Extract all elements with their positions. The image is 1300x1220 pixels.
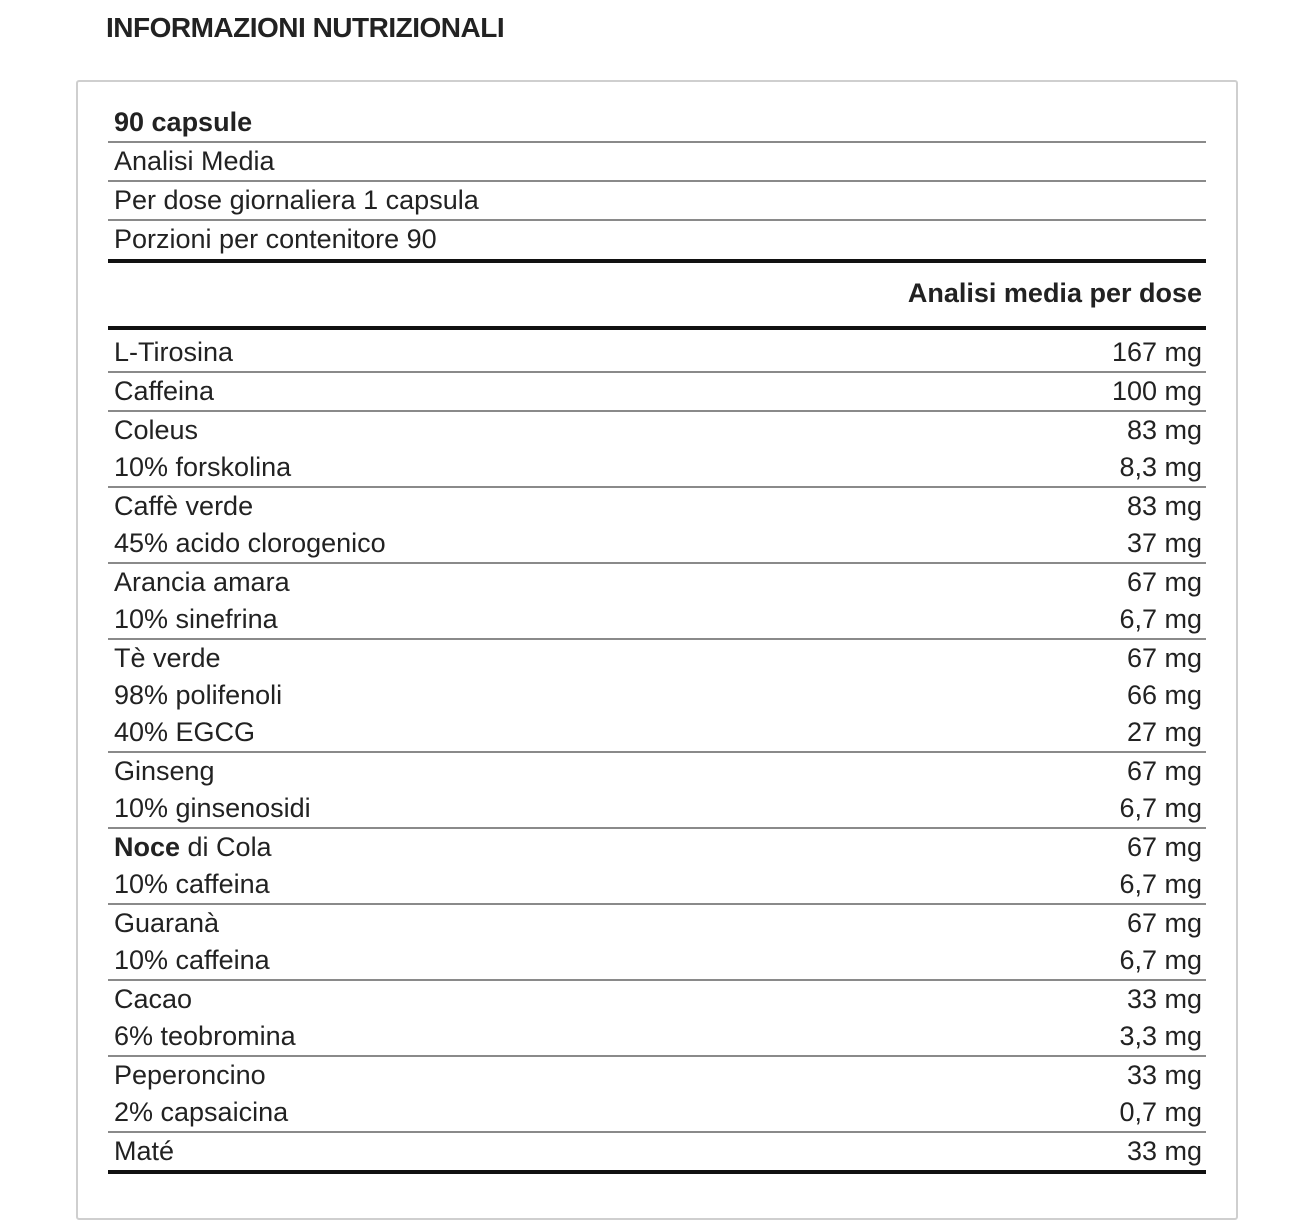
table-row xyxy=(108,1057,1206,1094)
ingredient-name: 2% capsaicina xyxy=(114,1097,289,1127)
ingredient-value: 6,7 mg xyxy=(1119,945,1202,975)
table-row xyxy=(108,714,1206,751)
ingredient-group xyxy=(108,564,1206,640)
table-row xyxy=(108,449,1206,486)
ingredient-name: 10% caffeina xyxy=(114,945,270,975)
ingredient-group xyxy=(108,829,1206,905)
meta-text: Per dose giornaliera 1 capsula xyxy=(114,185,479,215)
ingredient-name-bold: Noce xyxy=(114,832,181,862)
table-row xyxy=(108,905,1206,942)
nutrition-table xyxy=(108,104,1206,1174)
ingredient-value: 0,7 mg xyxy=(1119,1097,1202,1127)
ingredient-value: 100 mg xyxy=(1111,376,1202,406)
ingredient-value: 37 mg xyxy=(1126,528,1202,558)
table-row xyxy=(108,373,1206,410)
ingredient-value: 83 mg xyxy=(1126,491,1202,521)
ingredient-value: 66 mg xyxy=(1126,680,1202,710)
table-row xyxy=(108,601,1206,638)
ingredient-name: Coleus xyxy=(114,415,199,445)
ingredient-value: 3,3 mg xyxy=(1119,1021,1202,1051)
ingredient-name: Maté xyxy=(114,1136,175,1166)
table-row xyxy=(108,488,1206,525)
ingredient-value: 27 mg xyxy=(1126,717,1202,747)
ingredient-group xyxy=(108,412,1206,488)
ingredient-value: 33 mg xyxy=(1126,1060,1202,1090)
table-row xyxy=(108,334,1206,371)
ingredient-name-rest: di Cola xyxy=(180,832,272,862)
meta-text: 90 capsule xyxy=(114,107,253,137)
ingredient-name: 10% sinefrina xyxy=(114,604,278,634)
ingredient-value: 6,7 mg xyxy=(1119,604,1202,634)
meta-text: Analisi Media xyxy=(114,146,275,176)
ingredient-name: Tè verde xyxy=(114,643,221,673)
ingredient-name: Cacao xyxy=(114,984,193,1014)
ingredient-name: L-Tirosina xyxy=(114,337,234,367)
ingredient-value: 83 mg xyxy=(1126,415,1202,445)
ingredient-group xyxy=(108,488,1206,564)
table-row xyxy=(108,753,1206,790)
ingredient-value: 67 mg xyxy=(1126,643,1202,673)
table-row xyxy=(108,981,1206,1018)
ingredient-name: Arancia amara xyxy=(114,567,290,597)
meta-row xyxy=(108,104,1206,143)
table-row xyxy=(108,829,1206,866)
table-row xyxy=(108,564,1206,601)
meta-row xyxy=(108,221,1206,263)
ingredient-name: Caffè verde xyxy=(114,491,254,521)
ingredient-list xyxy=(108,334,1206,1174)
ingredient-value: 167 mg xyxy=(1111,337,1202,367)
ingredient-value: 67 mg xyxy=(1126,567,1202,597)
meta-row xyxy=(108,182,1206,221)
ingredient-value: 6,7 mg xyxy=(1119,869,1202,899)
ingredient-value: 67 mg xyxy=(1126,832,1202,862)
table-row xyxy=(108,942,1206,979)
ingredient-value: 33 mg xyxy=(1126,1136,1202,1166)
table-row xyxy=(108,1133,1206,1170)
table-row xyxy=(108,1018,1206,1055)
ingredient-name: 10% ginsenosidi xyxy=(114,793,311,823)
ingredient-group xyxy=(108,373,1206,412)
table-row xyxy=(108,412,1206,449)
table-row xyxy=(108,640,1206,677)
ingredient-name: 45% acido clorogenico xyxy=(114,528,386,558)
ingredient-name: Guaranà xyxy=(114,908,220,938)
ingredient-name xyxy=(114,829,272,866)
ingredient-value: 67 mg xyxy=(1126,756,1202,786)
ingredient-group xyxy=(108,640,1206,753)
table-row xyxy=(108,1094,1206,1131)
ingredient-group xyxy=(108,905,1206,981)
ingredient-name: 98% polifenoli xyxy=(114,680,283,710)
ingredient-group xyxy=(108,981,1206,1057)
meta-text: Porzioni per contenitore 90 xyxy=(114,224,437,254)
ingredient-name: Peperoncino xyxy=(114,1060,266,1090)
table-row xyxy=(108,677,1206,714)
meta-row xyxy=(108,143,1206,182)
ingredient-name: 10% forskolina xyxy=(114,452,292,482)
column-header: Analisi media per dose xyxy=(108,271,1206,330)
ingredient-group xyxy=(108,753,1206,829)
ingredient-group xyxy=(108,334,1206,373)
table-row xyxy=(108,866,1206,903)
table-row xyxy=(108,790,1206,827)
ingredient-value: 6,7 mg xyxy=(1119,793,1202,823)
section-title: INFORMAZIONI NUTRIZIONALI xyxy=(106,12,505,43)
ingredient-name: 6% teobromina xyxy=(114,1021,296,1051)
ingredient-name: 10% caffeina xyxy=(114,869,270,899)
ingredient-group xyxy=(108,1057,1206,1133)
ingredient-name: Caffeina xyxy=(114,376,215,406)
ingredient-group xyxy=(108,1133,1206,1174)
ingredient-value: 8,3 mg xyxy=(1119,452,1202,482)
table-row xyxy=(108,525,1206,562)
ingredient-value: 33 mg xyxy=(1126,984,1202,1014)
ingredient-name: 40% EGCG xyxy=(114,717,256,747)
ingredient-name: Ginseng xyxy=(114,756,215,786)
ingredient-value: 67 mg xyxy=(1126,908,1202,938)
